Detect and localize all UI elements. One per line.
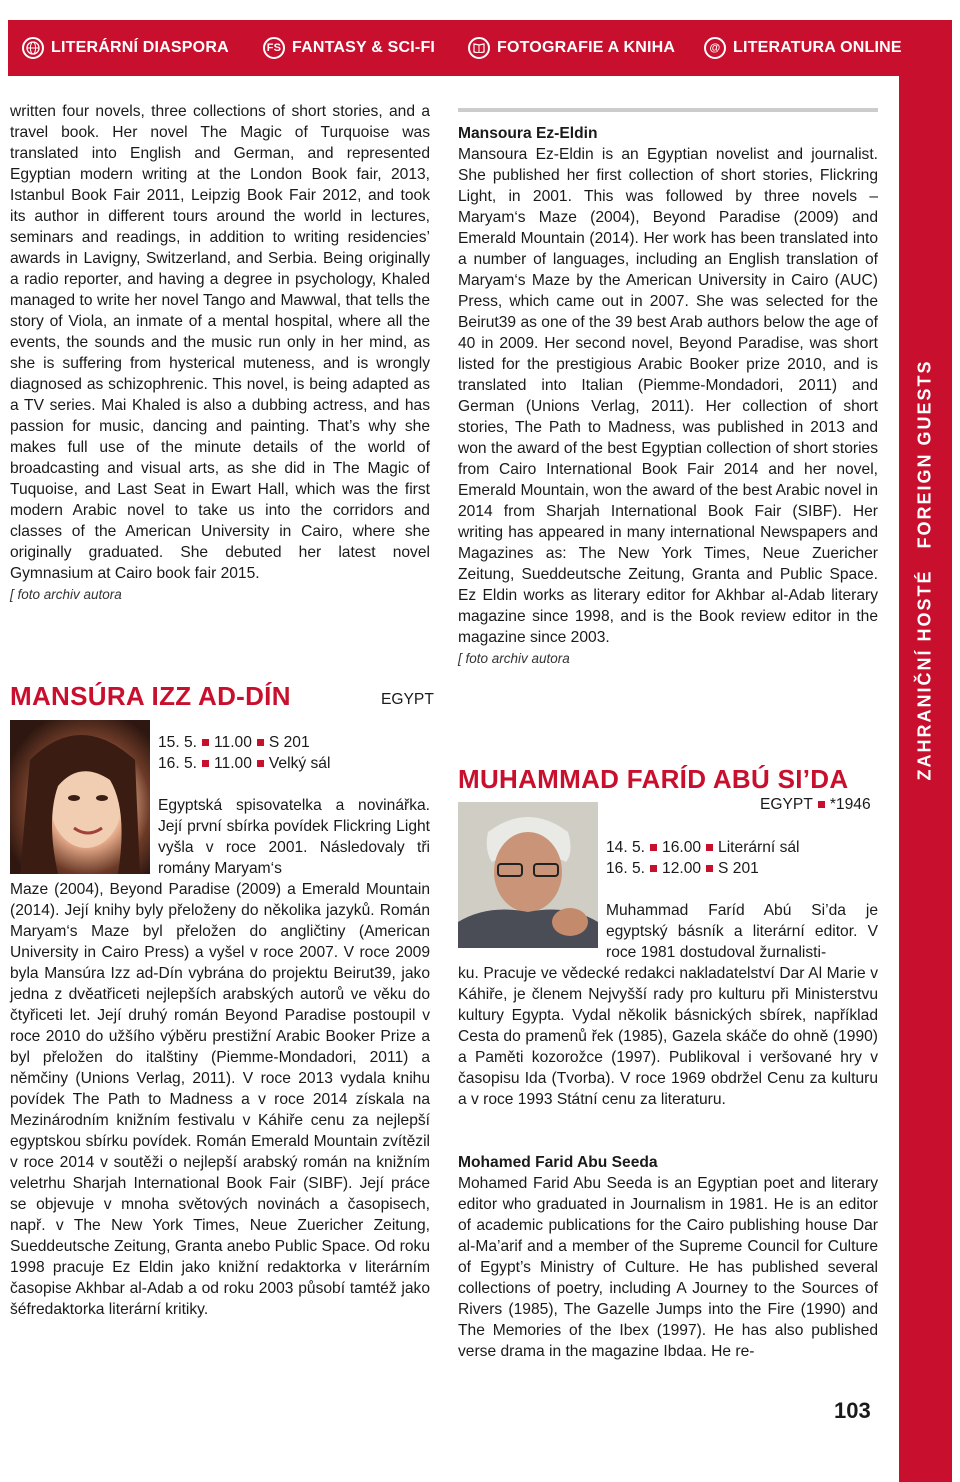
schedule-date: 14. 5.: [606, 839, 646, 856]
bullet-square-icon: [706, 844, 713, 851]
globe-icon: [22, 37, 44, 59]
left-english-bio-continued: [10, 101, 430, 605]
nav-label: LITERATURA ONLINE: [733, 39, 902, 56]
nav-label: FANTASY & SCI-FI: [292, 39, 436, 56]
schedule-place: S 201: [268, 734, 310, 751]
schedule-date: 16. 5.: [158, 755, 198, 772]
schedule-time: 12.00: [662, 860, 702, 877]
bullet-square-icon: [202, 760, 209, 767]
bullet-square-icon: [706, 865, 713, 872]
left-bio-text: written four novels, three collections of short stories, and a travel book. Her novel The Magic of Turquoise was translated into English and German, and represented Egyptian modern writing at the London Book fair, 2013, Istanbul Book Fair 2011, Leipzig Book Fair 2012, and took its author in different tours around the world in lectures, seminars and readings, in addition to writing residencies’ awards in Lavigny, Switzerland, and Serbia. Being originally a radio reporter, and having a degree in psychology, Khaled managed to write her novel Tango and Mawwal, that tells the story of Viola, an inmate of a mental hospital, where all the events, the sounds and the music run only in her mind, as she is suffering from hysterical muteness, and is wrongly diagnosed as schizophrenic. This novel, is being adapted as a TV series. Mai Khaled is also a dubbing actress, and has passion for music, dancing and painting. That’s why she makes full use of the minute details of the world of broadcasting and visual arts, as she did in The Magic of Tuquoise, and Last Seat in Ewart Hall, which was the first modern Arabic novel to take us into the corridors and classes of the American University in Cairo, where she originally graduated. She debuted her latest novel Gymnasium at Cairo book fair 2015.: [10, 103, 430, 582]
nav-label: FOTOGRAFIE A KNIHA: [497, 39, 676, 56]
nav-fantasy-scifi[interactable]: [263, 37, 435, 59]
english-bio-heading: Mansoura Ez-Eldin: [458, 125, 598, 142]
photo-credit: [ foto archiv autora: [10, 587, 122, 602]
author-name-mansura: MANSÚRA IZZ AD-DÍN: [10, 681, 291, 711]
author-birth-year: *1946: [829, 796, 871, 813]
bullet-square-icon: [257, 739, 264, 746]
muhammad-czech-bio-wrap: Muhammad Faríd Abú Si’da je egyptský básník a literární editor. V roce 1981 dostudoval žurnalisti-: [606, 902, 878, 961]
nav-label: LITERÁRNÍ DIASPORA: [51, 39, 229, 56]
schedule-time: 11.00: [214, 755, 252, 772]
bullet-square-icon: [257, 760, 264, 767]
photo-credit: [ foto archiv autora: [458, 651, 570, 666]
schedule-mansura-2: [158, 753, 330, 774]
english-bio-text: Mansoura Ez-Eldin is an Egyptian novelist and journalist. She published her first collection of short stories, Flickring Light, in 2001. This was followed by three novels – Maryam‘s Maze (2004), Beyond Paradise (2009) and Emerald Mountain (2014). Her work has been translated into a number of languages, including an English translation of Maryam‘s Maze by the American University in Cairo (AUC) Press, which came out in 2007. She was selected for the Beirut39 as one of the 39 best Arab authors below the age of 40 in 2009. Her second novel, Beyond Paradise, was short listed for the prestigious Arabic Booker prize 2010, and is translated into Italian (Piemme-Mondadori, 2011) and German (Unions Verlag, 2011). Her collection of short stories, The Path to Madness, was published in 2013 and won the award of the best Egyptian collection of short stories from Cairo International Book Fair 2014 and her novel, Emerald Mountain, won the award of the best Arabic novel in 2014 from Sharjah International Book Fair (SIBF). Her writing has appeared in many international Newspapers and Magazines as: The New York Times, Neue Zuericher Zeitung, Sueddeutsche Zeitung, Granta and Public Space. Ez Eldin works as literary editor for Akhbar al-Adab literary magazine since 1998, and is the Book review editor in the magazine since 2003.: [458, 146, 878, 646]
mansura-english-bio: [458, 123, 878, 669]
book-icon: [468, 37, 490, 59]
bullet-square-icon: [202, 739, 209, 746]
schedule-time: 16.00: [662, 839, 702, 856]
author-country-born: [760, 796, 871, 814]
fs-icon: FS: [263, 37, 285, 59]
header-nav-bar: [8, 20, 952, 76]
mansura-czech-bio-wrap: Egyptská spisovatelka a novinářka. Její první sbírka povídek Flickring Light vyšla v roce 2001. Následovaly tři romány Maryam‘s: [158, 797, 430, 877]
schedule-place: Velký sál: [268, 755, 331, 772]
nav-literarni-diaspora[interactable]: [22, 37, 229, 59]
schedule-place: Literární sál: [718, 839, 800, 856]
english-bio-text: Mohamed Farid Abu Seeda is an Egyptian poet and literary editor who graduated in Journalism in 1981. He is an editor of academic publications for the Cairo publishing house Dar al-Ma’arif and a member of the Supreme Council for Culture of Egypt’s Ministry of Culture. He has published several collections of poetry, including A Journey to the Sources of Rivers (1985), The Gazelle Jumps into the Fire (1990) and The Memories of the Ibex (1997). He has also published verse drama in the magazine Ibdaa. He re-: [458, 1175, 878, 1360]
muhammad-czech-bio: ku. Pracuje ve vědecké redakci nakladatelství Dar Al Marie v Káhiře, je členem Nejvyšší rady pro kulturu při Ministerstvu kultury Egypta. Vydal několik básnických sbírek, například Cesta do pramenů řek (1985), Gazela skáče do ohně (1990) a Paměti kozorožce (1997). Publikoval i veršované hry v časopisu Ida (Tvorba). V roce 1969 obdržel Cenu za kulturu a v roce 1993 Státní cenu za literaturu.: [458, 965, 878, 1108]
schedule-mansura-1: [158, 732, 310, 753]
muhammad-english-bio: [458, 1152, 878, 1362]
bullet-square-icon: [650, 865, 657, 872]
author-photo-muhammad: [458, 802, 598, 948]
bullet-square-icon: [818, 801, 825, 808]
schedule-place: S 201: [718, 860, 759, 877]
author-name-muhammad: MUHAMMAD FARÍD ABÚ SI’DA: [458, 764, 849, 794]
author-country: EGYPT: [381, 691, 434, 708]
schedule-date: 16. 5.: [606, 860, 646, 877]
page-number: 103: [834, 1398, 871, 1423]
author-country: EGYPT: [760, 796, 813, 813]
schedule-muhammad-1: [606, 837, 800, 858]
schedule-muhammad-2: [606, 858, 759, 879]
english-bio-heading: Mohamed Farid Abu Seeda: [458, 1154, 658, 1171]
bullet-square-icon: [650, 844, 657, 851]
author-photo-mansura: [10, 720, 150, 874]
mansura-czech-bio: Maze (2004), Beyond Paradise (2009) a Emerald Mountain (2014). Její knihy byly přeloženy do několika jazyků. Román Maryam‘s Maze byl přeložen do angličtiny (American University in Cairo Press) a vyšel v roce 2007. V roce 2009 byla Mansúra Izz ad-Dín vybrána do projektu Beirut39, jako jedna z dvěatřiceti nejlepších arabských autorů ve věku do čtyřiceti let. Její druhý román Beyond Paradise postoupil v roce 2010 do užšího výběru prestižní Arabic Booker Prize a byl přeložen do italštiny (Piemme-Mondadori, 2011) a němčiny (Unions Verlag, 2011). V roce 2013 vydala knihu povídek The Path to Madness a v roce 2014 získala na Mezinárodním knižním festivalu v Káhiře cenu za nejlepší egyptskou sbírku povídek. Román Emerald Mountain zvítězil v roce 2014 v soutěži o nejlepší arabský román na knižním veletrhu Sharjah International Book Fair (SIBF). Její práce se objevuje v mnoha světových novinách a časopisech, např. v The New York Times, Neue Zuericher Zeitung, Sueddeutsche Zeitung, Granta anebo Public Space. Od roku 1998 pracuje Ez Eldin jako knižní redaktorka v literárním časopise Akhbar al-Adab a od roku 2003 působí tamtéž jako šéfredaktorka literární kritiky.: [10, 881, 430, 1318]
nav-fotografie-a-kniha[interactable]: [468, 37, 675, 59]
schedule-date: 15. 5.: [158, 734, 198, 751]
schedule-time: 11.00: [214, 734, 252, 751]
column-rule: [458, 108, 878, 112]
section-side-label: ZAHRANIČNÍ HOSTÉ FOREIGN GUESTS: [914, 359, 935, 781]
nav-literatura-online[interactable]: [704, 37, 902, 59]
at-icon: @: [704, 37, 726, 59]
